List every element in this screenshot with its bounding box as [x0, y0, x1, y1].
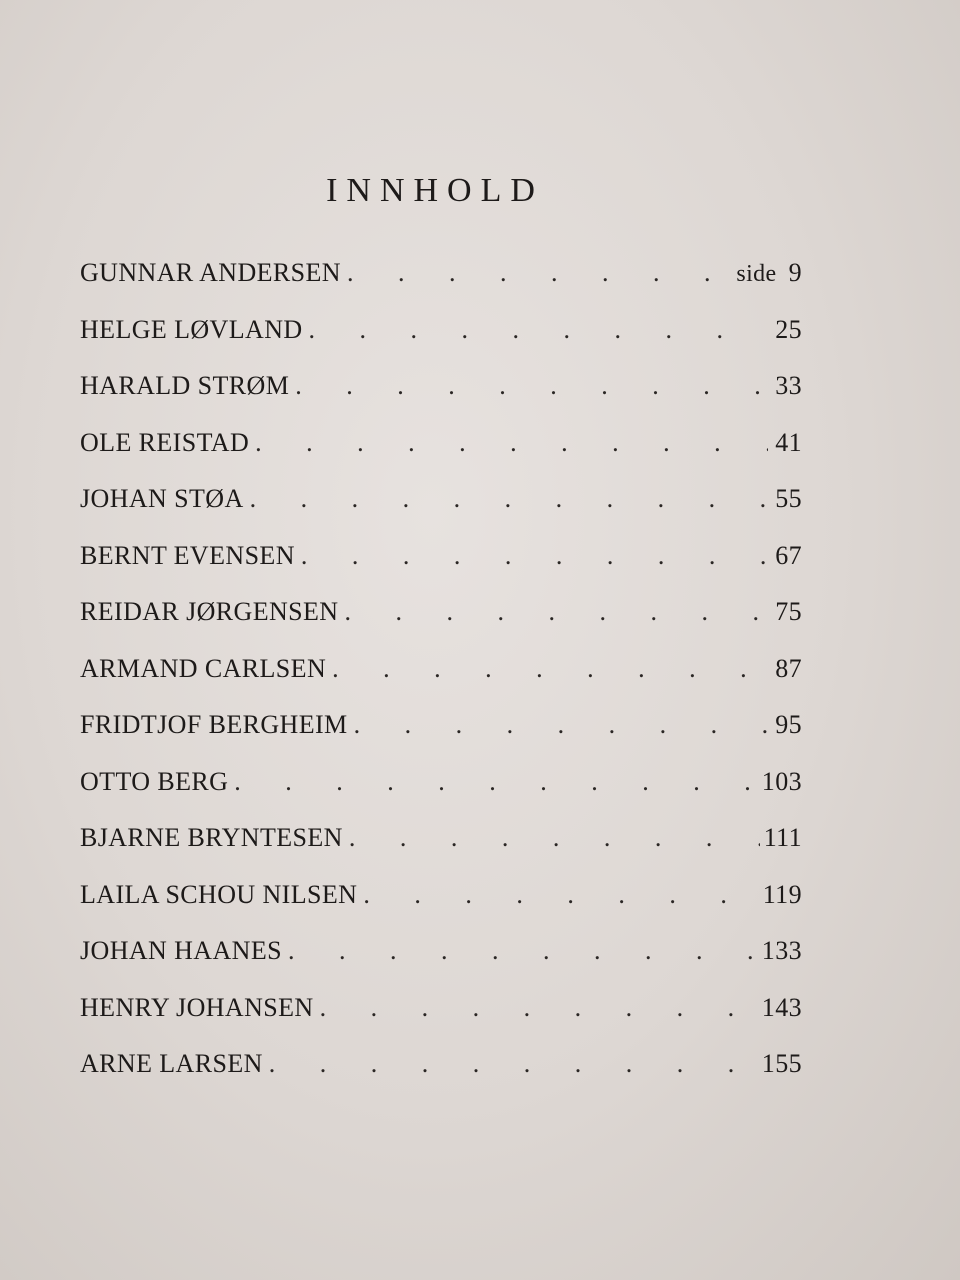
toc-entry: [80, 258, 802, 315]
toc-entry-page: 119: [762, 879, 802, 909]
dot-leader: [295, 371, 768, 401]
toc-entry-name: ARNE LARSEN: [80, 1049, 263, 1078]
toc-entry-page: 87: [775, 653, 802, 683]
toc-entry-page: 111: [763, 823, 802, 852]
toc-entry-name: JOHAN HAANES: [80, 936, 282, 965]
toc-entry: [80, 484, 802, 541]
toc-entry: [80, 993, 802, 1050]
toc-entry-name: HARALD STRØM: [80, 371, 290, 400]
toc-entry: [80, 541, 802, 598]
toc-entry: [80, 1049, 802, 1106]
toc-entry-page: 41: [775, 427, 802, 457]
toc-entry-page: [736, 258, 802, 288]
toc-entry-name: GUNNAR ANDERSEN: [80, 258, 341, 287]
toc-entry-page: 95: [775, 710, 802, 739]
dot-leader: [344, 597, 768, 627]
toc-entry-name: ARMAND CARLSEN: [80, 653, 327, 683]
dot-leader: [288, 936, 758, 966]
dot-leader: [332, 654, 768, 684]
toc-entry-name: OLE REISTAD: [80, 427, 250, 457]
toc-entry-page: 103: [761, 766, 802, 796]
toc-entry-page: 67: [775, 540, 802, 570]
toc-entry: [80, 597, 802, 654]
toc-entry: [80, 936, 802, 993]
toc-entry-name: HENRY JOHANSEN: [80, 992, 314, 1022]
toc-entry-name: JOHAN STØA: [80, 484, 244, 513]
toc-entry-page: 133: [761, 936, 802, 965]
toc-entry: [80, 428, 802, 485]
dot-leader: [349, 823, 760, 853]
toc-entry-name: OTTO BERG: [80, 766, 229, 796]
toc-entry: [80, 710, 802, 767]
dot-leader: [363, 880, 758, 910]
toc-entry-name: FRIDTJOF BERGHEIM: [80, 710, 348, 739]
toc-entry-name: LAILA SCHOU NILSEN: [80, 879, 358, 909]
page-title: INNHOLD: [326, 172, 544, 209]
toc-entry-page: 155: [761, 1049, 802, 1078]
dot-leader: [309, 315, 768, 345]
dot-leader: [255, 428, 768, 458]
page-prefix: side: [736, 261, 777, 287]
dot-leader: [269, 1049, 758, 1079]
dot-leader: [250, 484, 768, 514]
toc-entry: [80, 315, 802, 372]
toc-entry-name: HELGE LØVLAND: [80, 314, 303, 344]
toc-entry: [80, 823, 802, 880]
toc-entry: [80, 767, 802, 824]
toc-entry: [80, 654, 802, 711]
page-number: 9: [788, 258, 802, 287]
toc-entry: [80, 880, 802, 937]
dot-leader: [234, 767, 758, 797]
dot-leader: [354, 710, 768, 740]
dot-leader: [301, 541, 768, 571]
toc-entry-page: 33: [775, 371, 802, 400]
toc-entry-page: 25: [775, 314, 802, 344]
toc-entry-name: BERNT EVENSEN: [80, 540, 295, 570]
toc-entry-name: REIDAR JØRGENSEN: [80, 597, 339, 626]
toc-entry-page: 55: [775, 484, 802, 513]
table-of-contents: [80, 258, 802, 1106]
toc-entry: [80, 371, 802, 428]
toc-entry-name: BJARNE BRYNTESEN: [80, 823, 343, 852]
toc-entry-page: 75: [775, 597, 802, 626]
dot-leader: [320, 993, 758, 1023]
dot-leader: [347, 258, 732, 288]
toc-entry-page: 143: [761, 992, 802, 1022]
